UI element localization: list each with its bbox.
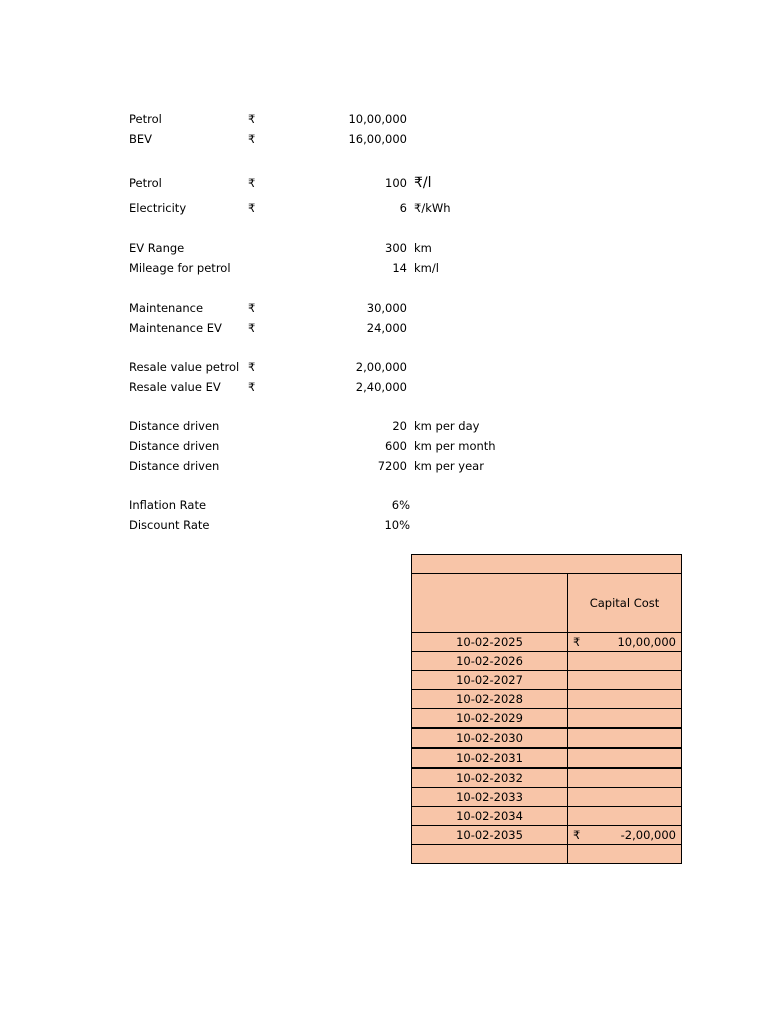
- rupee-symbol: ₹: [248, 112, 256, 126]
- header-cell-date: [412, 574, 568, 633]
- value: 10%: [384, 518, 410, 532]
- label: Inflation Rate: [129, 498, 207, 512]
- unit: km per year: [414, 459, 484, 473]
- label: Maintenance EV: [129, 321, 222, 335]
- rupee-symbol: ₹: [248, 201, 256, 215]
- value: 30,000: [366, 301, 407, 315]
- value: 10,00,000: [348, 112, 407, 126]
- table-title-cell: [412, 555, 682, 574]
- capital-cost-cell: [568, 690, 682, 709]
- date-cell: 10-02-2034: [412, 807, 568, 826]
- label: Petrol: [129, 176, 162, 190]
- table-row: [412, 748, 682, 768]
- unit: km per day: [414, 419, 480, 433]
- label: Mileage for petrol: [129, 261, 231, 275]
- value: 24,000: [366, 321, 407, 335]
- rupee-symbol: ₹: [573, 828, 581, 842]
- rupee-symbol: ₹: [248, 321, 256, 335]
- unit: ₹/l: [414, 175, 432, 191]
- unit: km/l: [414, 261, 439, 275]
- label: Resale value EV: [129, 380, 221, 394]
- capital-cost-table: [411, 554, 682, 864]
- date-cell: 10-02-2027: [412, 671, 568, 690]
- capital-cost-cell: [568, 709, 682, 729]
- capital-cost-cell: [568, 807, 682, 826]
- label: Petrol: [129, 112, 162, 126]
- label: Discount Rate: [129, 518, 210, 532]
- date-cell: 10-02-2028: [412, 690, 568, 709]
- label: BEV: [129, 132, 153, 146]
- table-row: [412, 633, 682, 652]
- value: 6: [399, 201, 407, 215]
- table-row: [412, 690, 682, 709]
- capital-cost-cell: [568, 633, 682, 652]
- unit: km per month: [414, 439, 496, 453]
- table-row: [412, 788, 682, 807]
- table-row: [412, 652, 682, 671]
- table-row: [412, 845, 682, 864]
- capital-cost-cell: [568, 652, 682, 671]
- unit: km: [414, 241, 432, 255]
- table-row: [412, 826, 682, 845]
- capital-cost-cell: [568, 748, 682, 768]
- value: 20: [392, 419, 407, 433]
- table-row: [412, 709, 682, 729]
- date-cell: 10-02-2035: [412, 826, 568, 845]
- amount: -2,00,000: [620, 828, 676, 842]
- date-cell: 10-02-2026: [412, 652, 568, 671]
- value: 300: [385, 241, 407, 255]
- unit: ₹/kWh: [414, 201, 451, 215]
- date-cell: 10-02-2033: [412, 788, 568, 807]
- value: 600: [385, 439, 407, 453]
- label: Electricity: [129, 201, 187, 215]
- label: Resale value petrol: [129, 360, 240, 374]
- rupee-symbol: ₹: [248, 360, 256, 374]
- capital-cost-cell: [568, 845, 682, 864]
- value: 100: [385, 176, 407, 190]
- rupee-symbol: ₹: [248, 380, 256, 394]
- amount: 10,00,000: [617, 635, 676, 649]
- table-title-row: [412, 555, 682, 574]
- value: 7200: [377, 459, 407, 473]
- table-row: [412, 768, 682, 788]
- value: 14: [392, 261, 407, 275]
- label: Distance driven: [129, 459, 220, 473]
- label: Maintenance: [129, 301, 204, 315]
- capital-cost-cell: [568, 728, 682, 748]
- value: 2,00,000: [355, 360, 407, 374]
- rupee-symbol: ₹: [248, 176, 256, 190]
- value: 16,00,000: [348, 132, 407, 146]
- rupee-symbol: ₹: [573, 635, 581, 649]
- table-header-row: [412, 574, 682, 633]
- capital-cost-cell: [568, 826, 682, 845]
- date-cell: 10-02-2030: [412, 728, 568, 748]
- label: EV Range: [129, 241, 185, 255]
- label: Distance driven: [129, 419, 220, 433]
- capital-cost-cell: [568, 768, 682, 788]
- value: 6%: [391, 498, 410, 512]
- date-cell: 10-02-2032: [412, 768, 568, 788]
- label: Distance driven: [129, 439, 220, 453]
- rupee-symbol: ₹: [248, 301, 256, 315]
- capital-cost-cell: [568, 671, 682, 690]
- header-cell-capital-cost: Capital Cost: [568, 574, 682, 633]
- date-cell: 10-02-2029: [412, 709, 568, 729]
- date-cell: 10-02-2031: [412, 748, 568, 768]
- table-row: [412, 728, 682, 748]
- date-cell: 10-02-2025: [412, 633, 568, 652]
- value: 2,40,000: [355, 380, 407, 394]
- table-row: [412, 671, 682, 690]
- table-row: [412, 807, 682, 826]
- rupee-symbol: ₹: [248, 132, 256, 146]
- date-cell: [412, 845, 568, 864]
- capital-cost-cell: [568, 788, 682, 807]
